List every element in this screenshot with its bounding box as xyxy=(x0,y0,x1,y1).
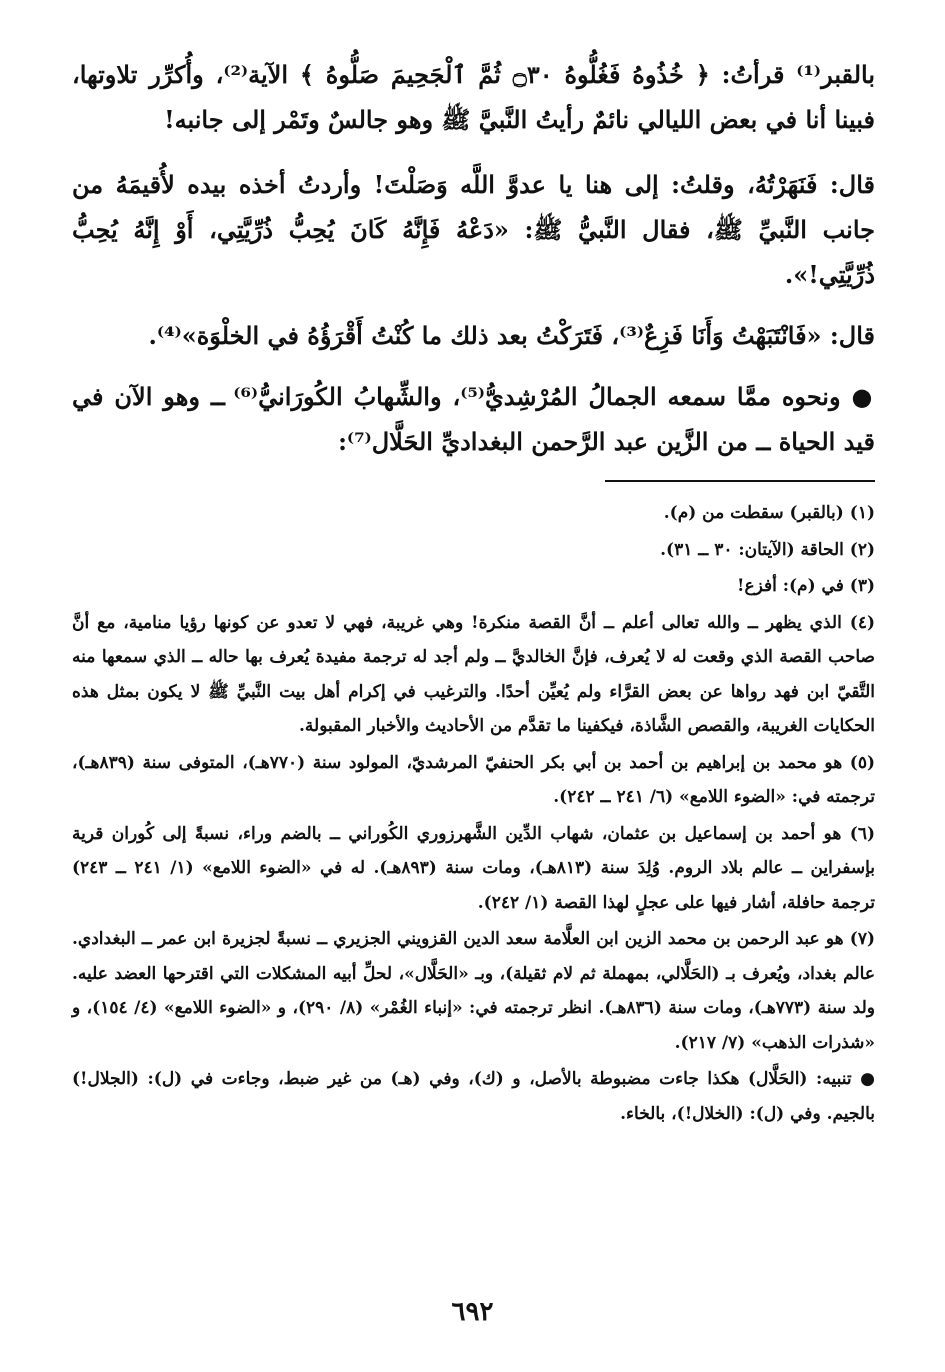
footnote-1: (١) (بالقبر) سقطت من (م). xyxy=(663,503,875,523)
footnote-2: (٢) الحاقة (الآيتان: ٣٠ ــ ٣١). xyxy=(660,539,875,560)
footnotes xyxy=(72,496,875,1131)
footnote-5: (٥) هو محمد بن إبراهيم بن أحمد بن أبي بكر الحنفيّ المرشديّ، المولود سنة (٧٧٠هـ)، المتوفى سنة (٨٣٩هـ)، ترجمته في: «الضوء اللامع» (٦/ ٢٤١ ــ ٢٤٢). xyxy=(72,752,876,807)
footnote-7: (٧) هو عبد الرحمن بن محمد الزين ابن العلَّامة سعد الدين القزويني الجزيري ــ نسبةً لجزيرة ابن عمر ــ البغدادي. عالم بغداد، ويُعرف بـ (الحَلَّالي، بمهملة ثم لام ثقيلة)، وبـ «الحَلَّال»، لحلِّ أبيه المشكلات التي اقترحها العضد عليه. ولد سنة (٧٧٣هـ)، ومات سنة (٨٣٦هـ). انظر ترجمته في: «إنباء الغُمْر» (٨/ ٢٩٠)، و «الضوء اللامع» (٤/ ١٥٤)، و «شذرات الذهب» (٧/ ٢١٧). xyxy=(72,929,875,1053)
paragraph-3: قال: «فَانْتَبَهْتُ وَأَنَا فَزِعٌ⁽³⁾، فَتَرَكْتُ بعد ذلك ما كُنْتُ أَقْرَؤُهُ في الخلْوَة»⁽⁴⁾. xyxy=(148,321,875,350)
footnote-remark: ● تنبيه: (الحَلَّال) هكذا جاءت مضبوطة بالأصل، و (ك)، وفي (هـ) من غير ضبط، وجاءت في (ل): (الجلال!) بالجيم. وفي (ل): (الخلال!)، بالخاء. xyxy=(72,1069,875,1124)
footnote-divider xyxy=(605,480,875,482)
paragraph-1: بالقبر⁽¹⁾ قرأتُ: ﴿ خُذُوهُ فَغُلُّوهُ ۝٣٠ ثُمَّ ٱلْجَحِيمَ صَلُّوهُ ﴾ الآية⁽²⁾، وأُكرِّر تلاوتها، فبينا أنا في بعض الليالي نائمٌ رأيتُ النَّبيَّ ﷺ وهو جالسٌ وتَمْر إلى جانبه! xyxy=(72,60,875,134)
page-number: ٦٩٢ xyxy=(451,1297,494,1327)
footnote-3: (٣) في (م): أفزع! xyxy=(736,576,875,596)
paragraph-4: ● ونحوه ممَّا سمعه الجمالُ المُرْشِديُّ⁽⁵⁾، والشِّهابُ الكُورَانيُّ⁽⁶⁾ ــ وهو الآن في قيد الحياة ــ من الزَّين عبد الرَّحمن البغداديِّ الحَلَّال⁽⁷⁾: xyxy=(72,382,875,456)
footnote-4: (٤) الذي يظهر ــ والله تعالى أعلم ــ أنَّ القصة منكرة! وهي غريبة، فهي لا تعدو عن كونها رؤيا منامية، مع أنَّ صاحب القصة الذي وقعت له لا يُعرف، فإنَّ الخالديَّ ــ ولم أجد له ترجمة مفيدة يُعرف بها حاله ــ الذي سمعها منه التَّقيّ ابن فهد رواها عن بعض القرَّاء ولم يُعيِّن أحدًا. والترغيب في إكرام أهل بيت النَّبيِّ ﷺ لا يكون بمثل هذه الحكايات الغريبة، والقصص الشَّاذة، فيكفينا ما تقدَّم من الأحاديث والأخبار المقبولة. xyxy=(72,612,875,736)
main-text xyxy=(72,52,875,464)
footnote-6: (٦) هو أحمد بن إسماعيل بن عثمان، شهاب الدِّين الشَّهرزوري الكُوراني ــ بالضم وراء، نسبةً إلى كُوران قرية بإسفراين ــ عالم بلاد الروم. وُلِدَ سنة (٨١٣هـ)، ومات سنة (٨٩٣هـ). له في «الضوء اللامع» (١/ ٢٤١ ــ ٢٤٣) ترجمة حافلة، أشار فيها على عجلٍ لهذا القصة (١/ ٢٤٢). xyxy=(72,823,875,913)
paragraph-2: قال: فَنَهَرْتُهُ، وقلتُ: إلى هنا يا عدوَّ اللَّه وَصَلْتَ! وأردتُ أخذه بيده لأُقيمَهُ من جانب النَّبيِّ ﷺ، فقال النَّبيُّ ﷺ: «دَعْهُ فَإِنَّهُ كَانَ يُحِبُّ ذُرِّيَّتِي، أَوْ إِنَّهُ يُحِبُّ ذُرِّيَّتِي!». xyxy=(72,170,875,289)
